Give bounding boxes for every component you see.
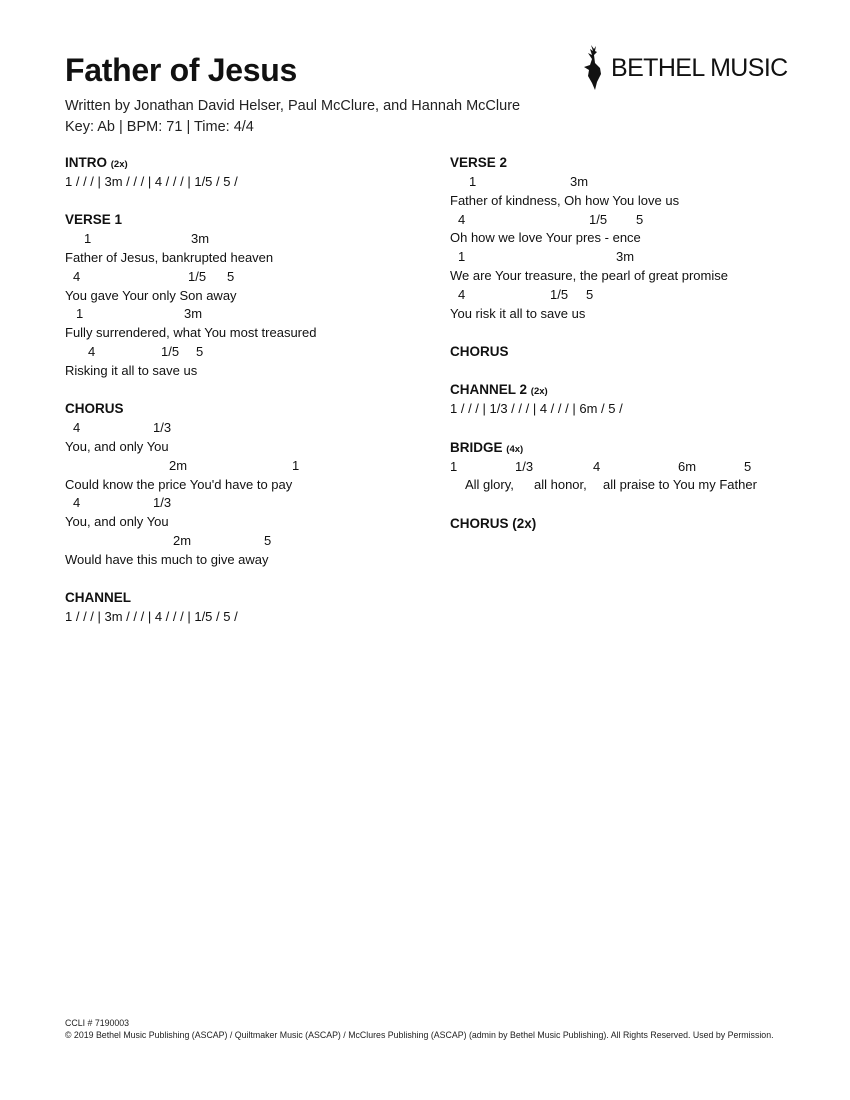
writers-credit: Written by Jonathan David Helser, Paul McClure, and Hannah McClure [65, 98, 521, 114]
chord-line [450, 248, 830, 267]
section-chorus-end [450, 514, 830, 534]
chord: 4 [88, 344, 96, 360]
section-chorus [65, 399, 425, 569]
lyric-line [450, 476, 830, 495]
chord-line [65, 532, 425, 551]
chord: 4 [458, 286, 466, 302]
chord-progression: 1 / / / | 1/3 / / / | 4 / / / | 6m / 5 / [450, 401, 623, 417]
chord: 1/5 [589, 211, 608, 227]
chord: 3m [184, 306, 203, 322]
lyric-line: We are Your treasure, the pearl of great promise [450, 267, 728, 283]
bethel-music-logo [578, 42, 788, 94]
section-channel-2 [450, 380, 830, 419]
lyric-line: Father of Jesus, bankrupted heaven [65, 250, 274, 266]
chord: 5 [264, 532, 272, 548]
chord-line [450, 286, 830, 305]
chord: 5 [586, 286, 594, 302]
section-title: VERSE 1 [65, 212, 123, 228]
chord: 1/3 [153, 495, 172, 511]
chord-progression: 1 / / / | 3m / / / | 4 / / / | 1/5 / 5 / [65, 609, 238, 625]
copyright-notice: © 2019 Bethel Music Publishing (ASCAP) / Quiltmaker Music (ASCAP) / McClures Publishing (ASCAP) (admin by Bethel Music Publishing). All Rights Reserved. Used by Permission. [65, 1030, 774, 1040]
section-channel [65, 588, 425, 627]
chord: 1/5 [161, 344, 180, 360]
lyric-fragment: all honor, [534, 477, 587, 493]
lyric-fragment: All glory, [465, 477, 514, 493]
section-title: CHORUS (2x) [450, 515, 537, 531]
section-title: VERSE 2 [450, 155, 508, 170]
chord: 1/5 [550, 286, 569, 302]
chord: 1/3 [153, 420, 172, 436]
chord: 4 [593, 458, 601, 474]
chord: 1 [458, 249, 466, 265]
section-title: CHORUS [450, 343, 509, 359]
chord: 1 [292, 457, 300, 473]
deer-head-icon [578, 43, 608, 93]
chord: 4 [73, 495, 81, 511]
section-title: CHANNEL [65, 590, 131, 606]
section-chorus-repeat [450, 342, 830, 362]
section-title: CHANNEL 2 (2x) [450, 382, 548, 398]
ccli-number: CCLI # 7190003 [65, 1018, 130, 1028]
section-intro [65, 153, 425, 192]
chord-line [65, 305, 425, 324]
footer [65, 1017, 800, 1041]
lyric-line: Risking it all to save us [65, 362, 198, 378]
lyric-line: Father of kindness, Oh how You love us [450, 192, 680, 208]
chord-line [450, 173, 830, 192]
lyric-line: Could know the price You'd have to pay [65, 476, 293, 492]
lyric-line: Would have this much to give away [65, 551, 269, 567]
chord: 4 [73, 420, 81, 436]
section-verse-2 [450, 153, 830, 323]
lyric-fragment: all praise to You my Father [603, 477, 757, 493]
chord: 4 [458, 211, 466, 227]
chord-line [65, 457, 425, 476]
lyric-line: You gave Your only Son away [65, 287, 237, 303]
chord: 1/5 [188, 268, 207, 284]
right-column [450, 153, 830, 552]
lyric-line: Oh how we love Your pres - ence [450, 230, 641, 246]
section-bridge [450, 438, 830, 496]
chord-progression: 1 / / / | 3m / / / | 4 / / / | 1/5 / 5 / [65, 174, 238, 189]
chord: 1/3 [515, 458, 534, 474]
chord: 2m [169, 457, 188, 473]
chord: 3m [616, 249, 635, 265]
chord-line [65, 230, 425, 249]
key-bpm-time: Key: Ab | BPM: 71 | Time: 4/4 [65, 119, 254, 135]
chord-line [65, 494, 425, 513]
chord-line [65, 343, 425, 362]
chord: 5 [196, 344, 204, 360]
logo-text: BETHEL MUSIC [611, 53, 788, 82]
chord: 5 [227, 268, 235, 284]
song-title: Father of Jesus [65, 52, 298, 88]
chord-line [450, 211, 830, 230]
chord: 1 [84, 231, 92, 247]
chord: 5 [636, 211, 644, 227]
chord: 6m [678, 458, 697, 474]
chord: 2m [173, 532, 192, 548]
chord: 4 [73, 268, 81, 284]
song-meta [65, 96, 520, 138]
lyric-line: You, and only You [65, 514, 169, 530]
section-title: CHORUS [65, 401, 124, 417]
chord: 3m [570, 174, 589, 189]
chord-line [65, 419, 425, 438]
chord: 3m [191, 231, 210, 247]
lyric-line: Fully surrendered, what You most treasured [65, 325, 317, 341]
left-column [65, 153, 425, 645]
lyric-line: You, and only You [65, 438, 169, 454]
section-title: INTRO (2x) [65, 155, 128, 170]
chord: 1 [469, 174, 477, 189]
chord: 1 [450, 458, 458, 474]
chord: 1 [76, 306, 84, 322]
chord-line [450, 458, 830, 477]
section-verse-1 [65, 210, 425, 380]
chord: 5 [744, 458, 752, 474]
lyric-line: You risk it all to save us [450, 305, 586, 321]
chord-line [65, 268, 425, 287]
section-title: BRIDGE (4x) [450, 439, 524, 455]
